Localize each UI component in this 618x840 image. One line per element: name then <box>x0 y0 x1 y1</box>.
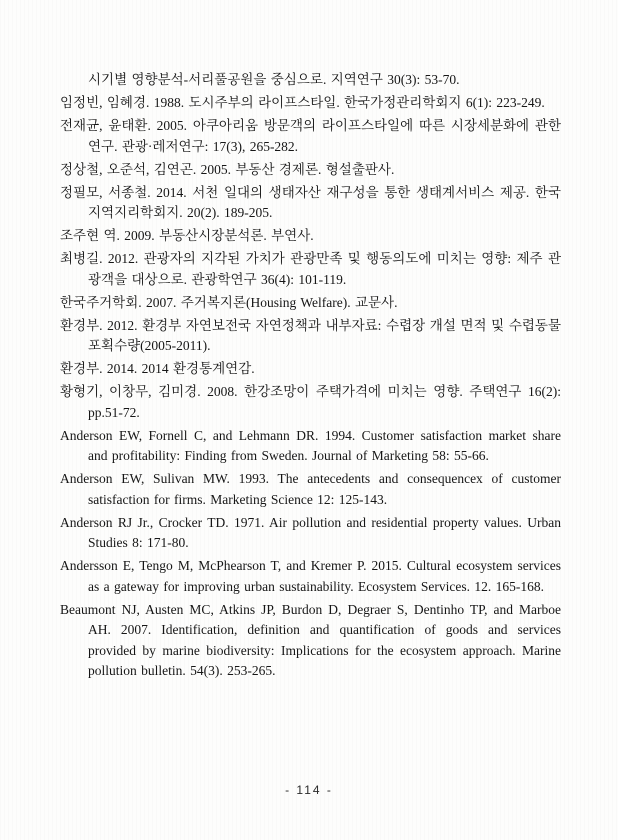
reference-entry: 황형기, 이창무, 김미경. 2008. 한강조망이 주택가격에 미치는 영향. 주택연구 16(2): pp.51-72. <box>60 384 561 420</box>
reference-entry: 전재균, 윤태환. 2005. 아쿠아리움 방문객의 라이프스타일에 따른 시장세분화에 관한 연구. 관광·레저연구: 17(3), 265-282. <box>60 118 561 154</box>
page-number: - 114 - <box>285 783 333 797</box>
reference-entry: Andersson E, Tengo M, McPhearson T, and Kremer P. 2015. Cultural ecosystem services as a gateway for improving urban sustainability. Ecosystem Services. 12. 165-168. <box>60 558 561 594</box>
reference-entry: 한국주거학회. 2007. 주거복지론(Housing Welfare). 교문사. <box>60 294 398 310</box>
reference-entry: 임정빈, 임혜경. 1988. 도시주부의 라이프스타일. 한국가정관리학회지 6(1): 223-249. <box>60 95 545 110</box>
document-page <box>60 70 561 684</box>
reference-entry-continuation: 시기별 영향분석-서리풀공원을 중심으로. 지역연구 30(3): 53-70. <box>88 72 460 87</box>
reference-entry: 환경부. 2014. 2014 환경통계연감. <box>60 361 255 376</box>
reference-entry: 조주현 역. 2009. 부동산시장분석론. 부연사. <box>60 228 314 243</box>
reference-entry: Anderson EW, Sulivan MW. 1993. The antecedents and consequencex of customer satisfaction for firms. Marketing Science 12: 125-143. <box>60 471 561 507</box>
reference-entry: 정필모, 서종철. 2014. 서천 일대의 생태자산 재구성을 통한 생태계서비스 제공. 한국지역지리학회지. 20(2). 189-205. <box>60 184 561 220</box>
reference-entry: Anderson RJ Jr., Crocker TD. 1971. Air pollution and residential property values. Urban Studies 8: 171-80. <box>60 514 561 550</box>
reference-entry: Beaumont NJ, Austen MC, Atkins JP, Burdon D, Degraer S, Dentinho TP, and Marboe AH. 2007. Identification, definition and quantification of goods and services provided by marine biodiversity: Implications for the ecosystem approach. Marine pollution bulletin. 54(3). 253-265. <box>60 601 561 678</box>
reference-entry: 환경부. 2012. 환경부 자연보전국 자연정책과 내부자료: 수렵장 개설 면적 및 수렵동물 포획수량(2005-2011). <box>60 317 561 353</box>
reference-entry: Anderson EW, Fornell C, and Lehmann DR. 1994. Customer satisfaction market share and profitability: Finding from Sweden. Journal of Marketing 58: 55-66. <box>60 427 561 463</box>
reference-entry: 정상철, 오준석, 김연곤. 2005. 부동산 경제론. 형설출판사. <box>60 161 395 177</box>
reference-entry: 최병길. 2012. 관광자의 지각된 가치가 관광만족 및 행동의도에 미치는 영향: 제주 관광객을 대상으로. 관광학연구 36(4): 101-119. <box>60 251 561 287</box>
reference-list <box>60 70 561 682</box>
